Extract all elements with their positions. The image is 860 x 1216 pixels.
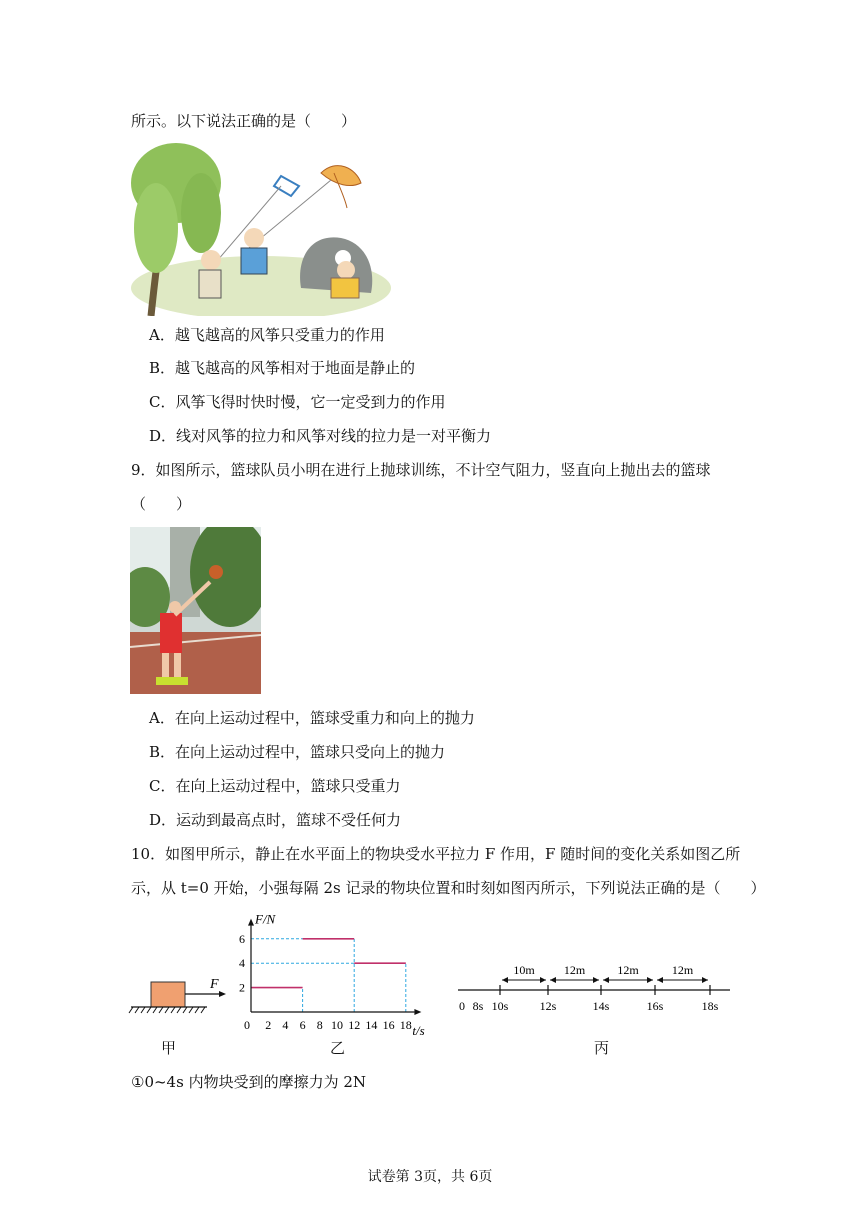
- arrowhead-right-icon: [647, 977, 653, 983]
- ground-hatching: [129, 1007, 205, 1013]
- distance-label: 10m: [513, 963, 535, 977]
- force-label: F: [210, 977, 219, 992]
- time-label: 16s: [646, 999, 664, 1013]
- q8-stem-tail: 所示。以下说法正确的是（ ）: [131, 112, 357, 130]
- x-axis-arrow-icon: [414, 1009, 421, 1015]
- block: [151, 982, 185, 1007]
- x-tick-label: 16: [382, 1018, 395, 1032]
- page-footer: 试卷第 3页，共 6页: [367, 1169, 493, 1185]
- time-label: 10s: [491, 999, 509, 1013]
- arrowhead-left-icon: [502, 977, 508, 983]
- timeline-marks: [458, 963, 730, 1013]
- fig-bing-caption: 丙: [594, 1039, 610, 1057]
- x-tick-label: 0: [244, 1018, 250, 1032]
- q9-stem: 9．如图所示，篮球队员小明在进行上抛球训练，不计空气阻力，竖直向上抛出去的篮球: [131, 461, 711, 479]
- q10-statement-1: ①0~4s 内物块受到的摩擦力为 2N: [131, 1073, 367, 1091]
- q8-option-d: D．线对风筝的拉力和风筝对线的拉力是一对平衡力: [149, 427, 492, 445]
- x-tick-label: 12: [348, 1018, 361, 1032]
- arrowhead-right-icon: [593, 977, 599, 983]
- distance-label: 12m: [563, 963, 586, 977]
- arrowhead-left-icon: [657, 977, 663, 983]
- x-tick-label: 6: [299, 1018, 306, 1032]
- q8-option-b: B．越飞越高的风筝相对于地面是静止的: [149, 359, 416, 377]
- kite-illustration-svg: [131, 138, 391, 316]
- q10-stem-line2: 示，从 t=0 开始，小强每隔 2s 记录的物块位置和时刻如图丙所示，下列说法正确的是（ ）: [131, 879, 766, 897]
- fig-bing-position-timeline: [452, 955, 737, 1015]
- q8-option-c: C．风筝飞得时快时慢，它一定受到力的作用: [149, 393, 446, 411]
- y-axis-arrow-icon: [248, 919, 254, 926]
- q9-option-a: A．在向上运动过程中，篮球受重力和向上的抛力: [149, 709, 475, 727]
- chart-tick-labels: [239, 932, 412, 1032]
- arrowhead-right-icon: [702, 977, 708, 983]
- q9-option-c: C．在向上运动过程中，篮球只受重力: [149, 777, 401, 795]
- x-tick-label: 4: [282, 1018, 289, 1032]
- y-axis-label: F/N: [255, 911, 276, 927]
- fig-jia-block-diagram: [125, 970, 235, 1020]
- q9-option-b: B．在向上运动过程中，篮球只受向上的抛力: [149, 743, 446, 761]
- time-label: 14s: [592, 999, 610, 1013]
- arrowhead-left-icon: [603, 977, 609, 983]
- y-tick-label: 4: [239, 956, 245, 971]
- time-label: 12s: [539, 999, 557, 1013]
- time-label: 18s: [701, 999, 719, 1013]
- y-tick-label: 6: [239, 931, 245, 946]
- x-tick-label: 10: [331, 1018, 343, 1032]
- distance-label: 12m: [617, 963, 639, 977]
- basketball-photo-svg: [130, 527, 261, 694]
- distance-label: 12m: [671, 963, 694, 977]
- x-tick-label: 8: [316, 1018, 323, 1032]
- fig-yi-caption: 乙: [330, 1039, 346, 1057]
- time-label: 8s: [472, 999, 484, 1013]
- arrowhead-right-icon: [540, 977, 546, 983]
- chart-guide-lines: [251, 939, 406, 1012]
- q8-option-a: A．越飞越高的风筝只受重力的作用: [149, 326, 385, 344]
- q9-bracket: （ ）: [131, 495, 192, 513]
- x-tick-label: 18: [399, 1018, 412, 1032]
- x-tick-label: 14: [365, 1018, 378, 1032]
- x-axis-label: t/s: [412, 1023, 425, 1036]
- q9-option-d: D．运动到最高点时，篮球不受任何力: [149, 811, 402, 829]
- kite-flying-illustration: [131, 138, 391, 316]
- fig-yi-force-time-chart: [225, 908, 450, 1036]
- x-tick-label: 2: [265, 1018, 272, 1032]
- basketball-photo: [130, 527, 261, 694]
- q10-stem-line1: 10．如图甲所示，静止在水平面上的物块受水平拉力 F 作用，F 随时间的变化关系如图乙所: [131, 845, 741, 863]
- y-tick-label: 2: [239, 980, 245, 995]
- time-label: 0: [459, 999, 465, 1013]
- arrowhead-left-icon: [550, 977, 556, 983]
- fig-jia-caption: 甲: [161, 1039, 177, 1057]
